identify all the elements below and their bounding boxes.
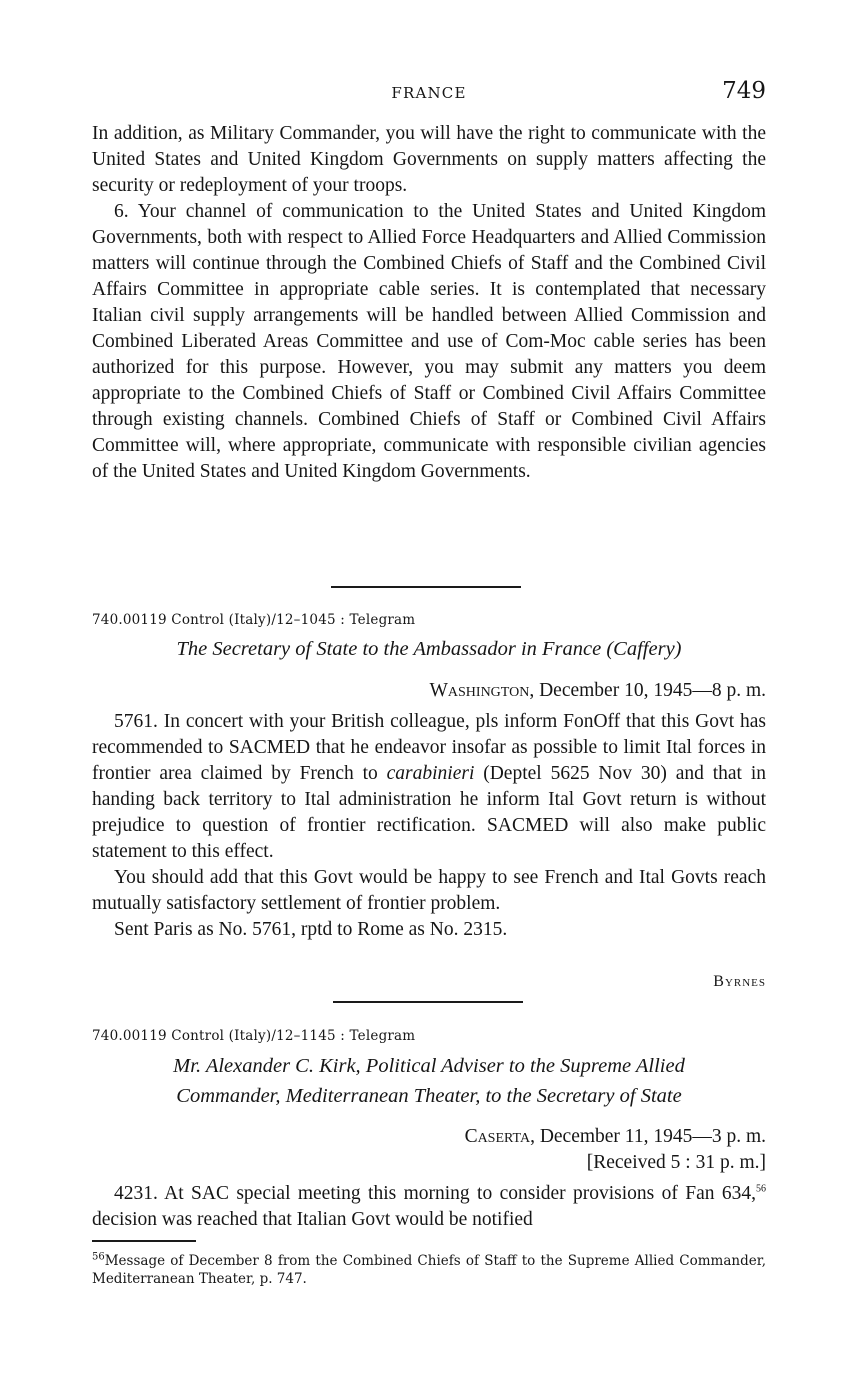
italic-term: carabinieri — [386, 763, 475, 784]
paragraph-text: (Deptel 5625 Nov 30) and that in handing back territory to Ital administration he inform Ital Govt return is without prejudice to question of frontier rectification. SACMED will also make public statement to this effect. — [92, 763, 766, 862]
paragraph-text: 4231. At SAC special meeting this morning to consider provisions of Fan 634, — [114, 1183, 756, 1204]
section-divider — [331, 586, 521, 588]
dateline — [465, 1124, 766, 1176]
telegram-body — [92, 1181, 766, 1233]
page-header — [92, 78, 766, 108]
paragraph-text: 5761. In concert with your British colleague, pls inform FonOff that this Govt has recommended to SACMED that he endeavor insofar as possible to limit Ital forces in frontier area claimed by French to — [92, 711, 766, 784]
footnote-text: Message of December 8 from the Combined Chiefs of Staff to the Supreme Allied Commander, Mediterranean Theater, p. 747. — [92, 1253, 766, 1287]
paragraph-6-channel: 6. Your channel of communication to the United States and United Kingdom Governments, both with respect to Allied Force Headquarters and Allied Commission matters will continue through the Combined Chiefs of Staff and the Combined Civil Affairs Committee in appropriate cable series. It is contemplated that necessary Italian civil supply arrangements will be handled between Allied Commission and Combined Liberated Areas Committee and use of Com-Moc cable series has been authorized for this purpose. However, you may submit any matters you deem appropriate to the Combined Chiefs of Staff or Combined Civil Affairs Committee through existing channels. Combined Chiefs of Staff or Combined Civil Affairs Committee will, where appropriate, communicate with responsible civilian agencies of the United States and United Kingdom Governments. — [92, 201, 766, 482]
title-line-2: Commander, Mediterranean Theater, to the Secretary of State — [176, 1085, 682, 1107]
footnote-rule — [92, 1240, 196, 1242]
paragraph-4231 — [92, 1181, 766, 1233]
footnote-marker: 56 — [92, 1251, 105, 1263]
document-title: The Secretary of State to the Ambassador in France (Caffery) — [176, 638, 682, 660]
footnote — [92, 1252, 766, 1288]
page-number: 749 — [722, 78, 766, 104]
paragraph-text: decision was reached that Italian Govt would be notified — [92, 1209, 533, 1230]
title-line-1: Mr. Alexander C. Kirk, Political Adviser to the Supreme Allied — [173, 1055, 685, 1077]
telegram-body — [92, 709, 766, 943]
running-head: FRANCE — [391, 84, 467, 102]
section-continuation — [92, 121, 766, 485]
document-title — [92, 1051, 766, 1111]
dateline — [430, 678, 767, 704]
file-reference: 740.00119 Control (Italy)/12–1045 : Telegram — [92, 612, 416, 628]
dateline-place: Washington — [429, 680, 530, 701]
paragraph-military-commander: In addition, as Military Commander, you will have the right to communicate with the United States and United Kingdom Governments on supply matters affecting the security or redeployment of your troops. — [92, 123, 766, 196]
dateline-date: , December 10, 1945—8 p. m. — [529, 680, 766, 701]
signature: Byrnes — [713, 973, 766, 990]
received-note: [Received 5 : 31 p. m.] — [586, 1152, 766, 1173]
dateline-place: Caserta — [464, 1126, 531, 1147]
paragraph-settlement: You should add that this Govt would be happy to see French and Ital Govts reach mutually satisfactory settlement of frontier problem. — [92, 867, 766, 914]
footnote-ref: 56 — [756, 1183, 766, 1195]
section-divider — [333, 1001, 523, 1003]
dateline-date: , December 11, 1945—3 p. m. — [530, 1126, 766, 1147]
paragraph-5761 — [92, 709, 766, 865]
paragraph-sent: Sent Paris as No. 5761, rptd to Rome as No. 2315. — [114, 919, 508, 940]
file-reference: 740.00119 Control (Italy)/12–1145 : Telegram — [92, 1028, 416, 1044]
